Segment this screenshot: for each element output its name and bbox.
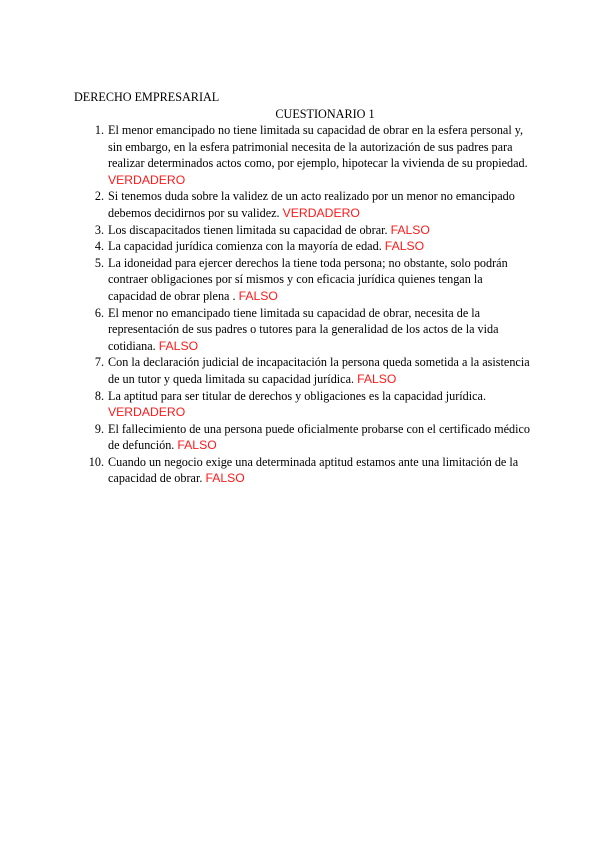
list-item	[94, 354, 534, 387]
question-number: 7.	[94, 355, 104, 370]
answer-label: FALSO	[390, 222, 430, 237]
answer-label: FALSO	[205, 471, 245, 486]
question-text: La aptitud para ser titular de derechos y obligaciones es la capacidad jurídica.	[108, 388, 486, 403]
question-number: 2.	[94, 189, 104, 204]
question-number: 10.	[88, 454, 104, 469]
answer-label: VERDADERO	[108, 172, 186, 187]
question-text: La capacidad jurídica comienza con la mayoría de edad.	[108, 239, 382, 254]
question-number: 5.	[94, 255, 104, 270]
question-number: 6.	[94, 305, 104, 320]
question-number: 4.	[94, 239, 104, 254]
question-text: Con la declaración judicial de incapacitación la persona queda sometida a la asistencia de un tutor y queda limitada su capacidad jurídica.	[108, 355, 530, 386]
question-number: 1.	[94, 123, 104, 137]
question-text: El menor emancipado no tiene limitada su capacidad de obrar en la esfera personal y, sin embargo, en la esfera patrimonial necesita de la autorización de sus padres para realizar determinados actos como, por ejemplo, hipotecar la vivienda de su propiedad.	[108, 123, 528, 171]
question-number: 8.	[94, 388, 104, 403]
question-text: Los discapacitados tienen limitada su capacidad de obrar.	[108, 222, 388, 237]
list-item	[94, 238, 534, 255]
question-text: La idoneidad para ejercer derechos la tiene toda persona; no obstante, solo podrán contraer obligaciones por sí mismos y con eficacia jurídica quienes tengan la capacidad de obrar plena .	[108, 255, 508, 303]
answer-label: FALSO	[177, 438, 217, 453]
list-item	[94, 255, 534, 305]
question-list	[88, 122, 534, 487]
question-text: Cuando un negocio exige una determinada aptitud estamos ante una limitación de la capacidad de obrar.	[108, 454, 519, 486]
list-item	[94, 188, 534, 221]
question-text: El fallecimiento de una persona puede oficialmente probarse con el certificado médico de defunción.	[108, 421, 530, 453]
answer-label: VERDADERO	[282, 205, 360, 220]
questionnaire-title: CUESTIONARIO 1	[275, 107, 375, 121]
answer-label: FALSO	[158, 338, 199, 353]
question-text: Si tenemos duda sobre la validez de un acto realizado por un menor no emancipado debemos decidirnos por su validez.	[108, 189, 515, 220]
list-item	[88, 454, 534, 487]
list-item	[94, 122, 534, 188]
list-item	[94, 305, 534, 355]
question-number: 9.	[94, 421, 104, 436]
answer-label: FALSO	[357, 371, 397, 386]
question-text: El menor no emancipado tiene limitada su capacidad de obrar, necesita de la representación de sus padres o tutores para la generalidad de los actos de la vida cotidiana.	[108, 305, 499, 353]
answer-label: FALSO	[238, 288, 278, 303]
list-item	[94, 388, 534, 421]
question-number: 3.	[94, 222, 104, 237]
answer-label: VERDADERO	[108, 405, 186, 420]
answer-label: FALSO	[384, 239, 425, 254]
page-title	[0, 106, 600, 122]
list-item	[94, 421, 534, 454]
subject-heading: DERECHO EMPRESARIAL	[74, 90, 220, 104]
list-item	[94, 222, 534, 239]
